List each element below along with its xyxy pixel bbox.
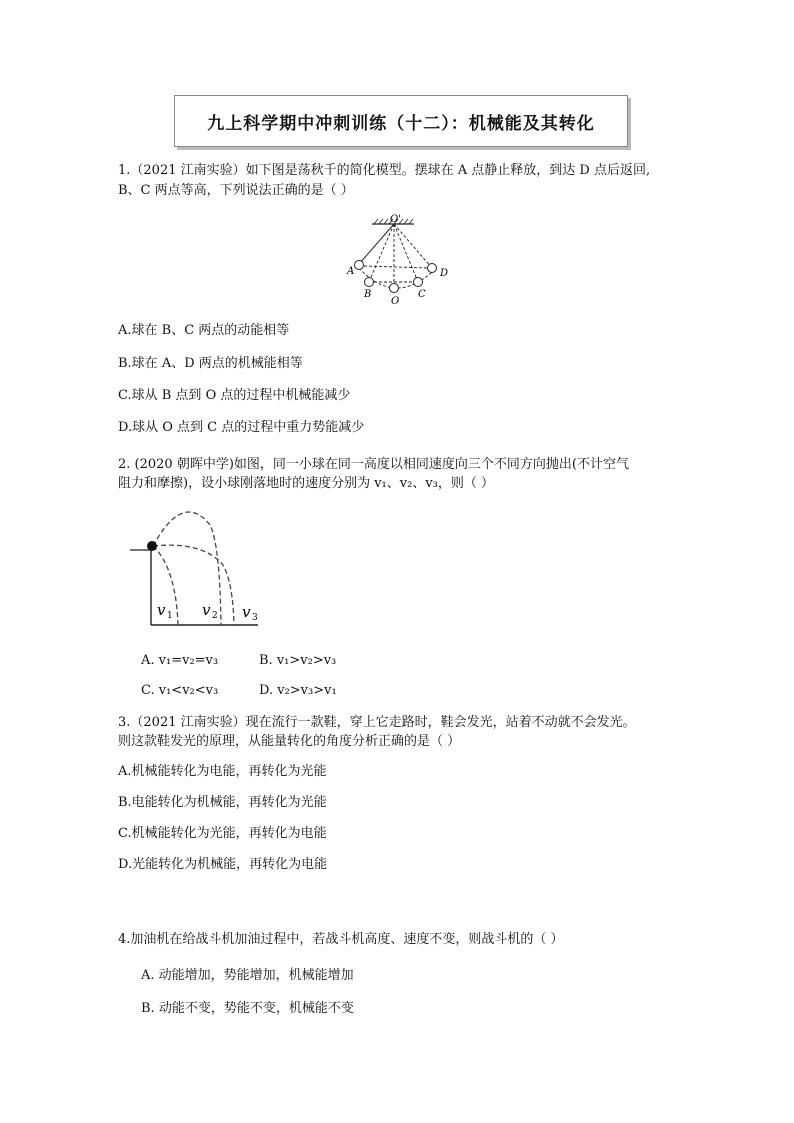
q2-option-d: D. v₂>v₃>v₁ [259, 683, 337, 698]
q2-options-row2 [141, 683, 337, 698]
projectile-figure [128, 503, 263, 633]
label-a: A [347, 266, 355, 277]
q3-option-d: D.光能转化为机械能，再转化为电能 [118, 857, 328, 872]
q1-option-a: A.球在 B、C 两点的动能相等 [118, 323, 290, 338]
label-v2-sub: 2 [212, 611, 218, 621]
q2-option-b: B. v₁>v₂>v₃ [259, 653, 337, 668]
q1-stem-line2: B、C 两点等高，下列说法正确的是（ ） [118, 183, 354, 198]
label-d: D [440, 268, 449, 279]
label-v1: v [157, 601, 166, 619]
label-o-prime: O' [390, 214, 401, 225]
label-v3: v [242, 603, 251, 621]
q3-stem-line1: 3.（2021 江南实验）现在流行一款鞋，穿上它走路时，鞋会发光，站着不动就不会发光。 [118, 715, 636, 730]
q4-option-a: A. 动能增加，势能增加，机械能增加 [141, 968, 354, 983]
q1-option-d: D.球从 O 点到 C 点的过程中重力势能减少 [118, 420, 365, 435]
page-title: 九上科学期中冲刺训练（十二）：机械能及其转化 [174, 95, 628, 147]
label-v3-sub: 3 [252, 613, 258, 623]
label-o: O [391, 296, 400, 307]
q1-option-b: B.球在 A、D 两点的机械能相等 [118, 356, 303, 371]
label-v1-sub: 1 [167, 611, 173, 621]
q2-stem-line2: 阻力和摩擦)，设小球刚落地时的速度分别为 v₁、v₂、v₃，则（ ） [118, 476, 495, 491]
label-c: C [418, 289, 426, 300]
q3-stem-line2: 则这款鞋发光的原理，从能量转化的角度分析正确的是（ ） [118, 734, 461, 749]
q2-option-a: A. v₁=v₂=v₃ [141, 653, 219, 668]
q1-option-c: C.球从 B 点到 O 点的过程中机械能减少 [118, 388, 351, 403]
label-v2: v [202, 601, 211, 619]
q2-option-c: C. v₁<v₂<v₃ [141, 683, 219, 698]
q4-stem: 4.加油机在给战斗机加油过程中，若战斗机高度、速度不变，则战斗机的（ ） [118, 932, 564, 947]
q2-stem-line1: 2. (2020 朝晖中学)如图，同一小球在同一高度以相同速度向三个不同方向抛出(不计空气 [118, 457, 629, 472]
q2-options-row1 [141, 653, 337, 668]
q1-stem-line1: 1.（2021 江南实验）如下图是荡秋千的简化模型。摆球在 A 点静止释放，到达 D 点后返回, [118, 163, 651, 178]
pendulum-figure [340, 210, 460, 310]
q3-option-c: C.机械能转化为光能，再转化为电能 [118, 826, 327, 841]
q4-option-b: B. 动能不变，势能不变，机械能不变 [141, 1001, 354, 1016]
q3-option-b: B.电能转化为机械能，再转化为光能 [118, 795, 327, 810]
q3-option-a: A.机械能转化为电能，再转化为光能 [118, 764, 327, 779]
label-b: B [364, 289, 372, 300]
